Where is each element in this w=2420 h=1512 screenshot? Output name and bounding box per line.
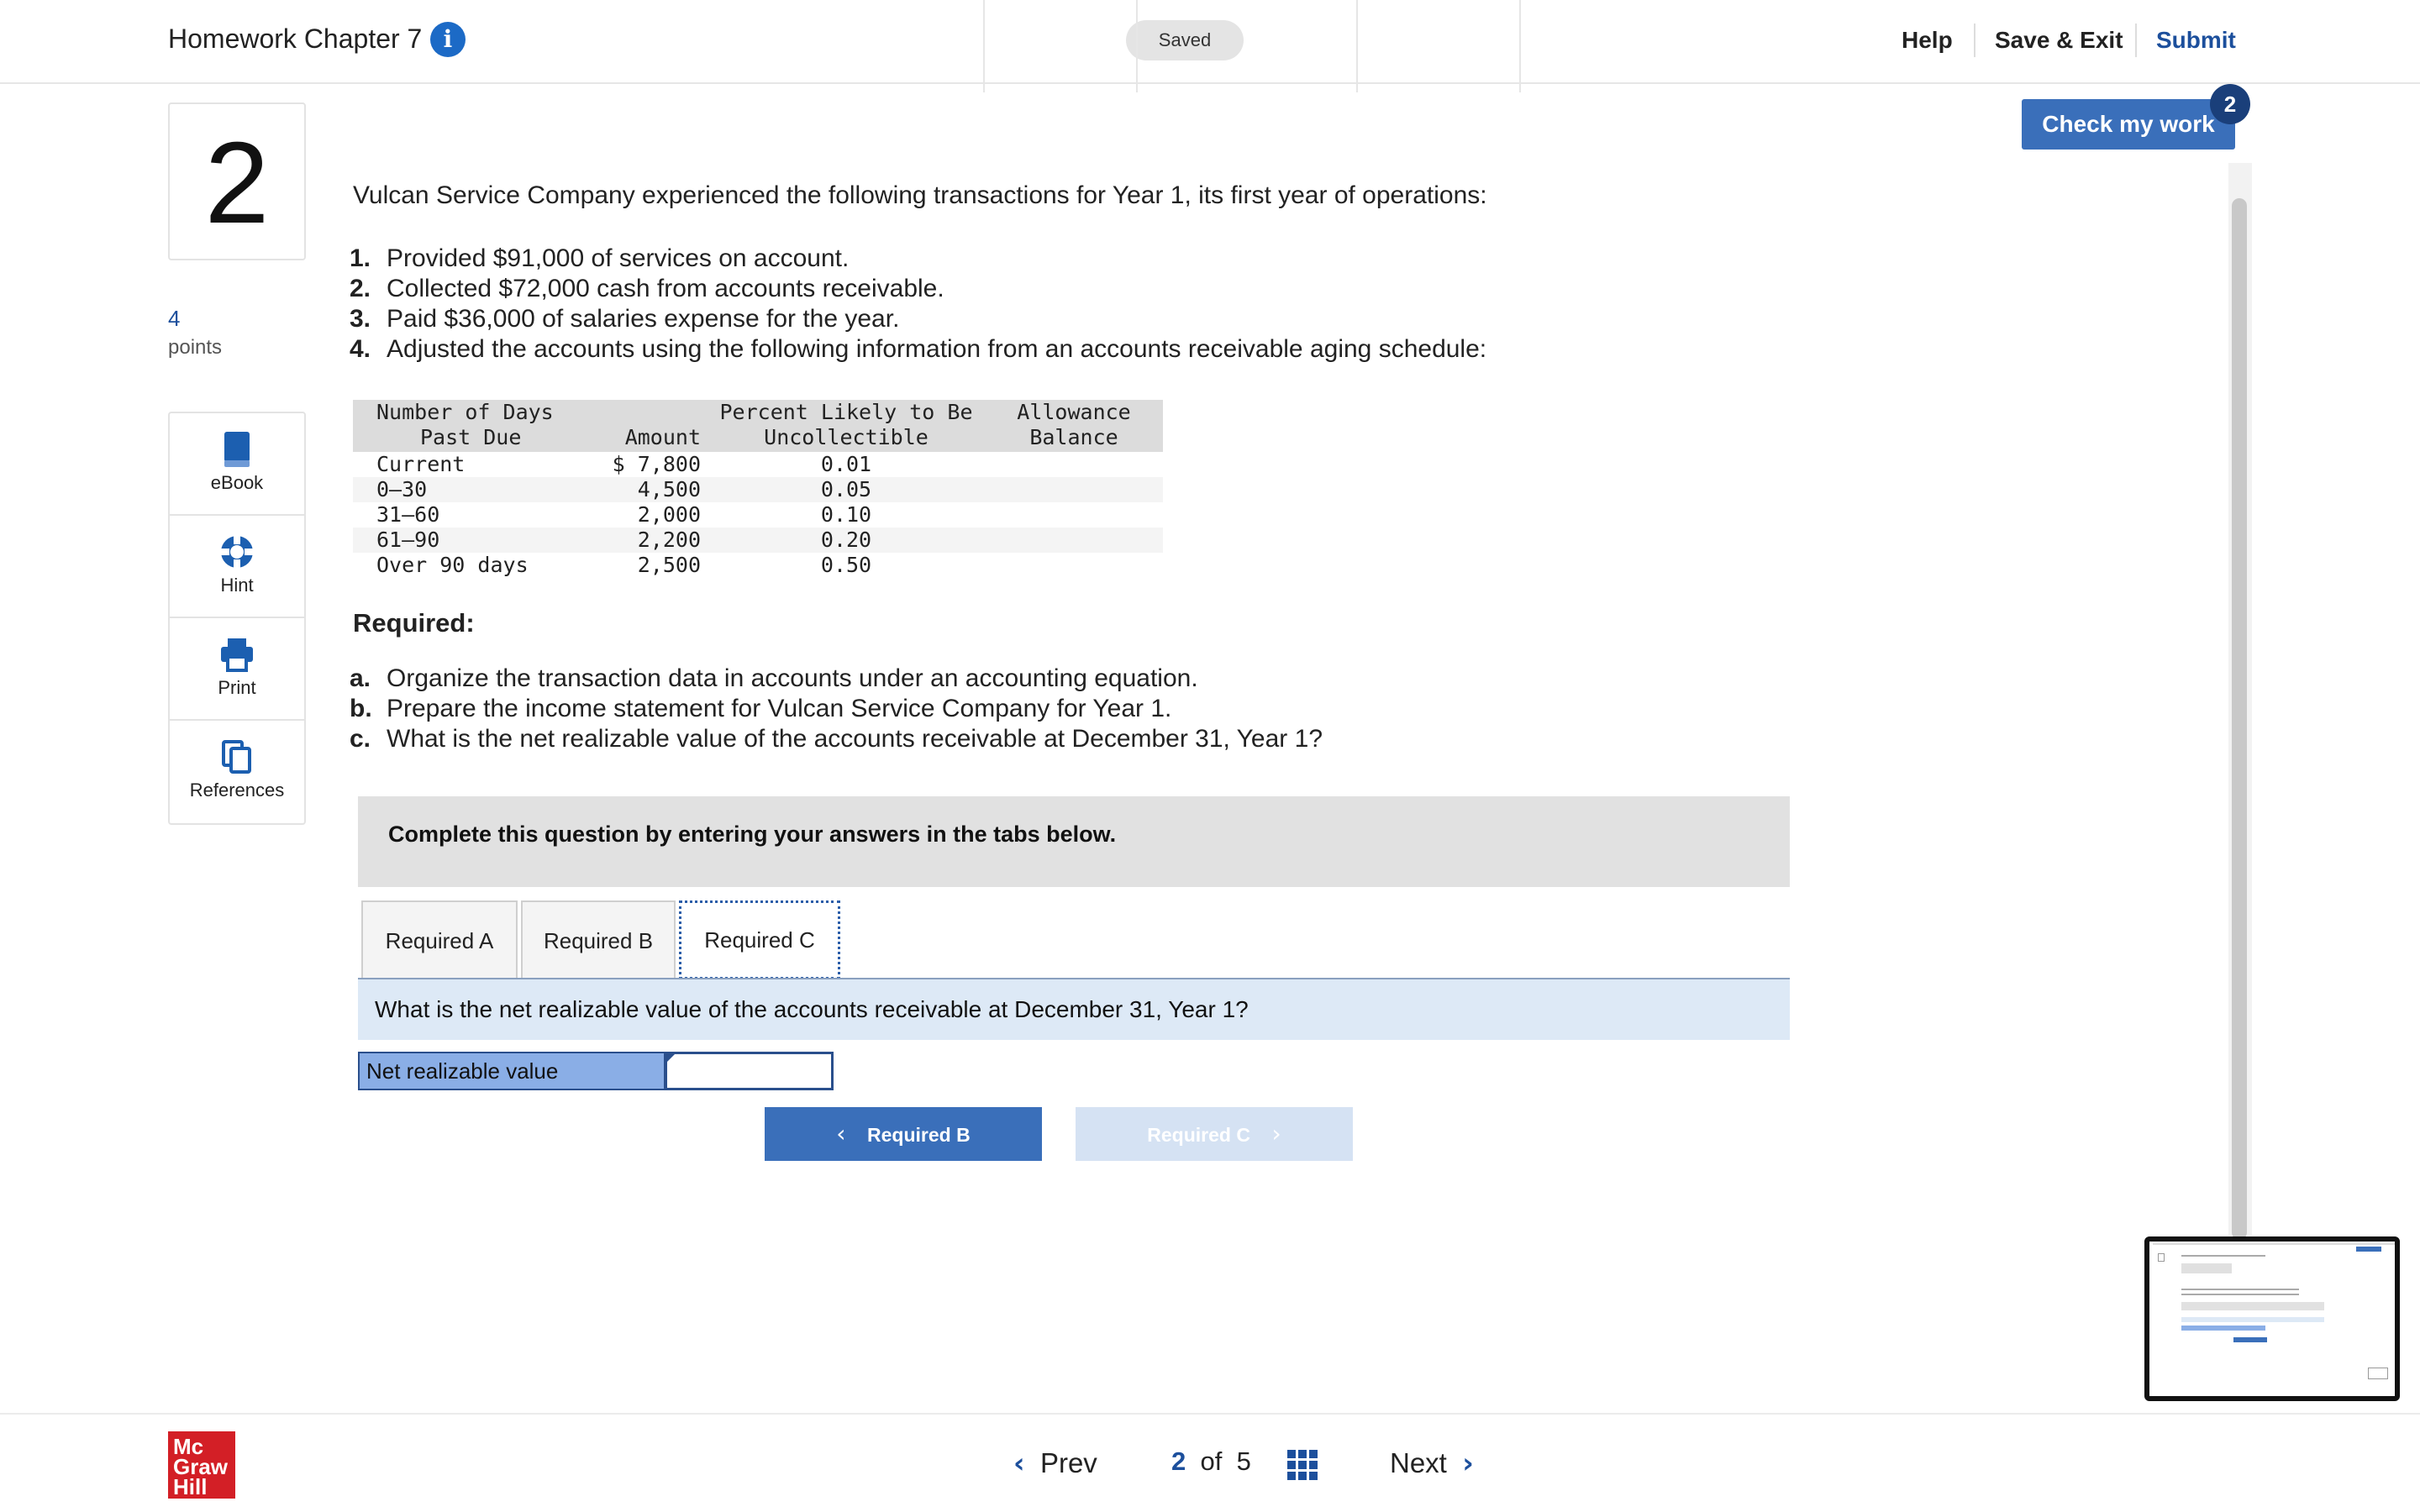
help-link[interactable]: Help — [1902, 27, 1953, 53]
list-item: 1. Provided $91,000 of services on account. — [350, 244, 850, 272]
column-header: Percent Likely to Be Uncollectible — [708, 400, 985, 452]
pager-divider — [1356, 0, 1358, 92]
chevron-right-icon: › — [1271, 1120, 1281, 1147]
tab-question-band — [358, 979, 1790, 1040]
footer-divider — [0, 1413, 2420, 1415]
tab-required-c[interactable]: Required C — [679, 900, 840, 979]
column-header: Allowance Balance — [985, 400, 1163, 452]
nav-divider — [1974, 24, 1975, 57]
pager-divider — [1519, 0, 1521, 92]
list-item: 4. Adjusted the accounts using the following information from an accounts receivable aging schedule: — [350, 335, 1487, 363]
list-item: c. What is the net realizable value of the accounts receivable at December 31, Year 1? — [350, 725, 1323, 753]
table-row: 0–30 4,500 0.05 — [353, 477, 1163, 502]
list-item: 3. Paid $36,000 of salaries expense for the year. — [350, 305, 900, 333]
tools-panel — [168, 412, 306, 825]
table-row: 61–90 2,200 0.20 — [353, 528, 1163, 553]
save-exit-link[interactable]: Save & Exit — [1995, 27, 2123, 53]
tool-label: Hint — [220, 575, 254, 596]
question-number: 2 — [168, 102, 306, 260]
net-realizable-value-input[interactable] — [666, 1052, 834, 1090]
print-button[interactable] — [170, 618, 304, 721]
chevron-left-icon: ‹ — [1013, 1446, 1025, 1479]
required-list — [350, 664, 1323, 754]
chevron-left-icon: ‹ — [836, 1120, 846, 1147]
save-status-badge: Saved — [1126, 20, 1244, 60]
table-row: Over 90 days 2,500 0.50 — [376, 553, 872, 577]
chevron-right-icon: › — [1462, 1446, 1474, 1479]
tool-label: eBook — [210, 472, 264, 493]
list-item: b. Prepare the income statement for Vulcan Service Company for Year 1. — [350, 695, 1172, 722]
scrollbar-thumb[interactable] — [2232, 198, 2247, 1240]
points-value: 4 — [168, 306, 181, 331]
printer-icon — [219, 637, 255, 672]
references-button[interactable] — [170, 721, 304, 823]
assignment-title: Homework Chapter 7 — [168, 24, 423, 54]
input-corner-flag — [666, 1053, 676, 1063]
tool-label: Print — [218, 677, 256, 698]
net-realizable-value-label: Net realizable value — [358, 1052, 666, 1090]
aging-schedule-table — [353, 400, 1163, 578]
column-header: Amount — [573, 400, 708, 452]
transaction-list — [350, 244, 1486, 365]
previous-required-button[interactable]: ‹ Required B — [765, 1107, 1042, 1161]
points-label: points — [168, 336, 223, 359]
page-minimap[interactable] — [2144, 1236, 2400, 1401]
book-icon — [223, 432, 251, 467]
check-my-work-button[interactable]: Check my work — [2022, 99, 2235, 150]
pager-divider — [983, 0, 985, 92]
instruction-text: Complete this question by entering your answers in the tabs below. — [388, 822, 1117, 847]
instruction-box — [358, 796, 1790, 887]
table-header-row — [353, 400, 1163, 452]
grid-icon[interactable] — [1287, 1450, 1318, 1480]
lifebuoy-icon — [219, 534, 255, 570]
tool-label: References — [189, 780, 285, 801]
mcgraw-hill-logo: Mc Graw Hill — [168, 1431, 235, 1499]
top-bar — [0, 0, 2420, 84]
pager-divider — [1136, 0, 1138, 92]
tab-question-text: What is the net realizable value of the accounts receivable at December 31, Year 1? — [375, 996, 1249, 1022]
tab-required-b[interactable]: Required B — [521, 900, 676, 979]
column-header: Number of Days Past Due — [353, 400, 573, 452]
prev-question-link[interactable]: ‹ Prev — [1013, 1446, 1097, 1479]
next-question-link[interactable]: Next › — [1390, 1446, 1474, 1479]
nav-divider — [2135, 24, 2137, 57]
tab-required-a[interactable]: Required A — [361, 900, 518, 979]
hint-button[interactable] — [170, 516, 304, 618]
submit-link[interactable]: Submit — [2156, 27, 2236, 53]
required-heading: Required: — [353, 608, 475, 638]
table-row: 31–60 2,000 0.10 — [376, 502, 872, 527]
page-indicator: 2 of 5 — [1171, 1446, 1251, 1476]
info-icon[interactable]: i — [430, 22, 466, 57]
ebook-button[interactable] — [170, 413, 304, 516]
table-row: Current $ 7,800 0.01 — [376, 452, 872, 476]
list-item: a. Organize the transaction data in accounts under an accounting equation. — [350, 664, 1198, 692]
problem-intro: Vulcan Service Company experienced the following transactions for Year 1, its first year of operations: — [353, 181, 1487, 209]
check-attempts-badge: 2 — [2210, 84, 2250, 124]
copy-icon — [221, 739, 253, 774]
next-required-button[interactable]: Required C › — [1076, 1107, 1353, 1161]
list-item: 2. Collected $72,000 cash from accounts receivable. — [350, 275, 944, 302]
